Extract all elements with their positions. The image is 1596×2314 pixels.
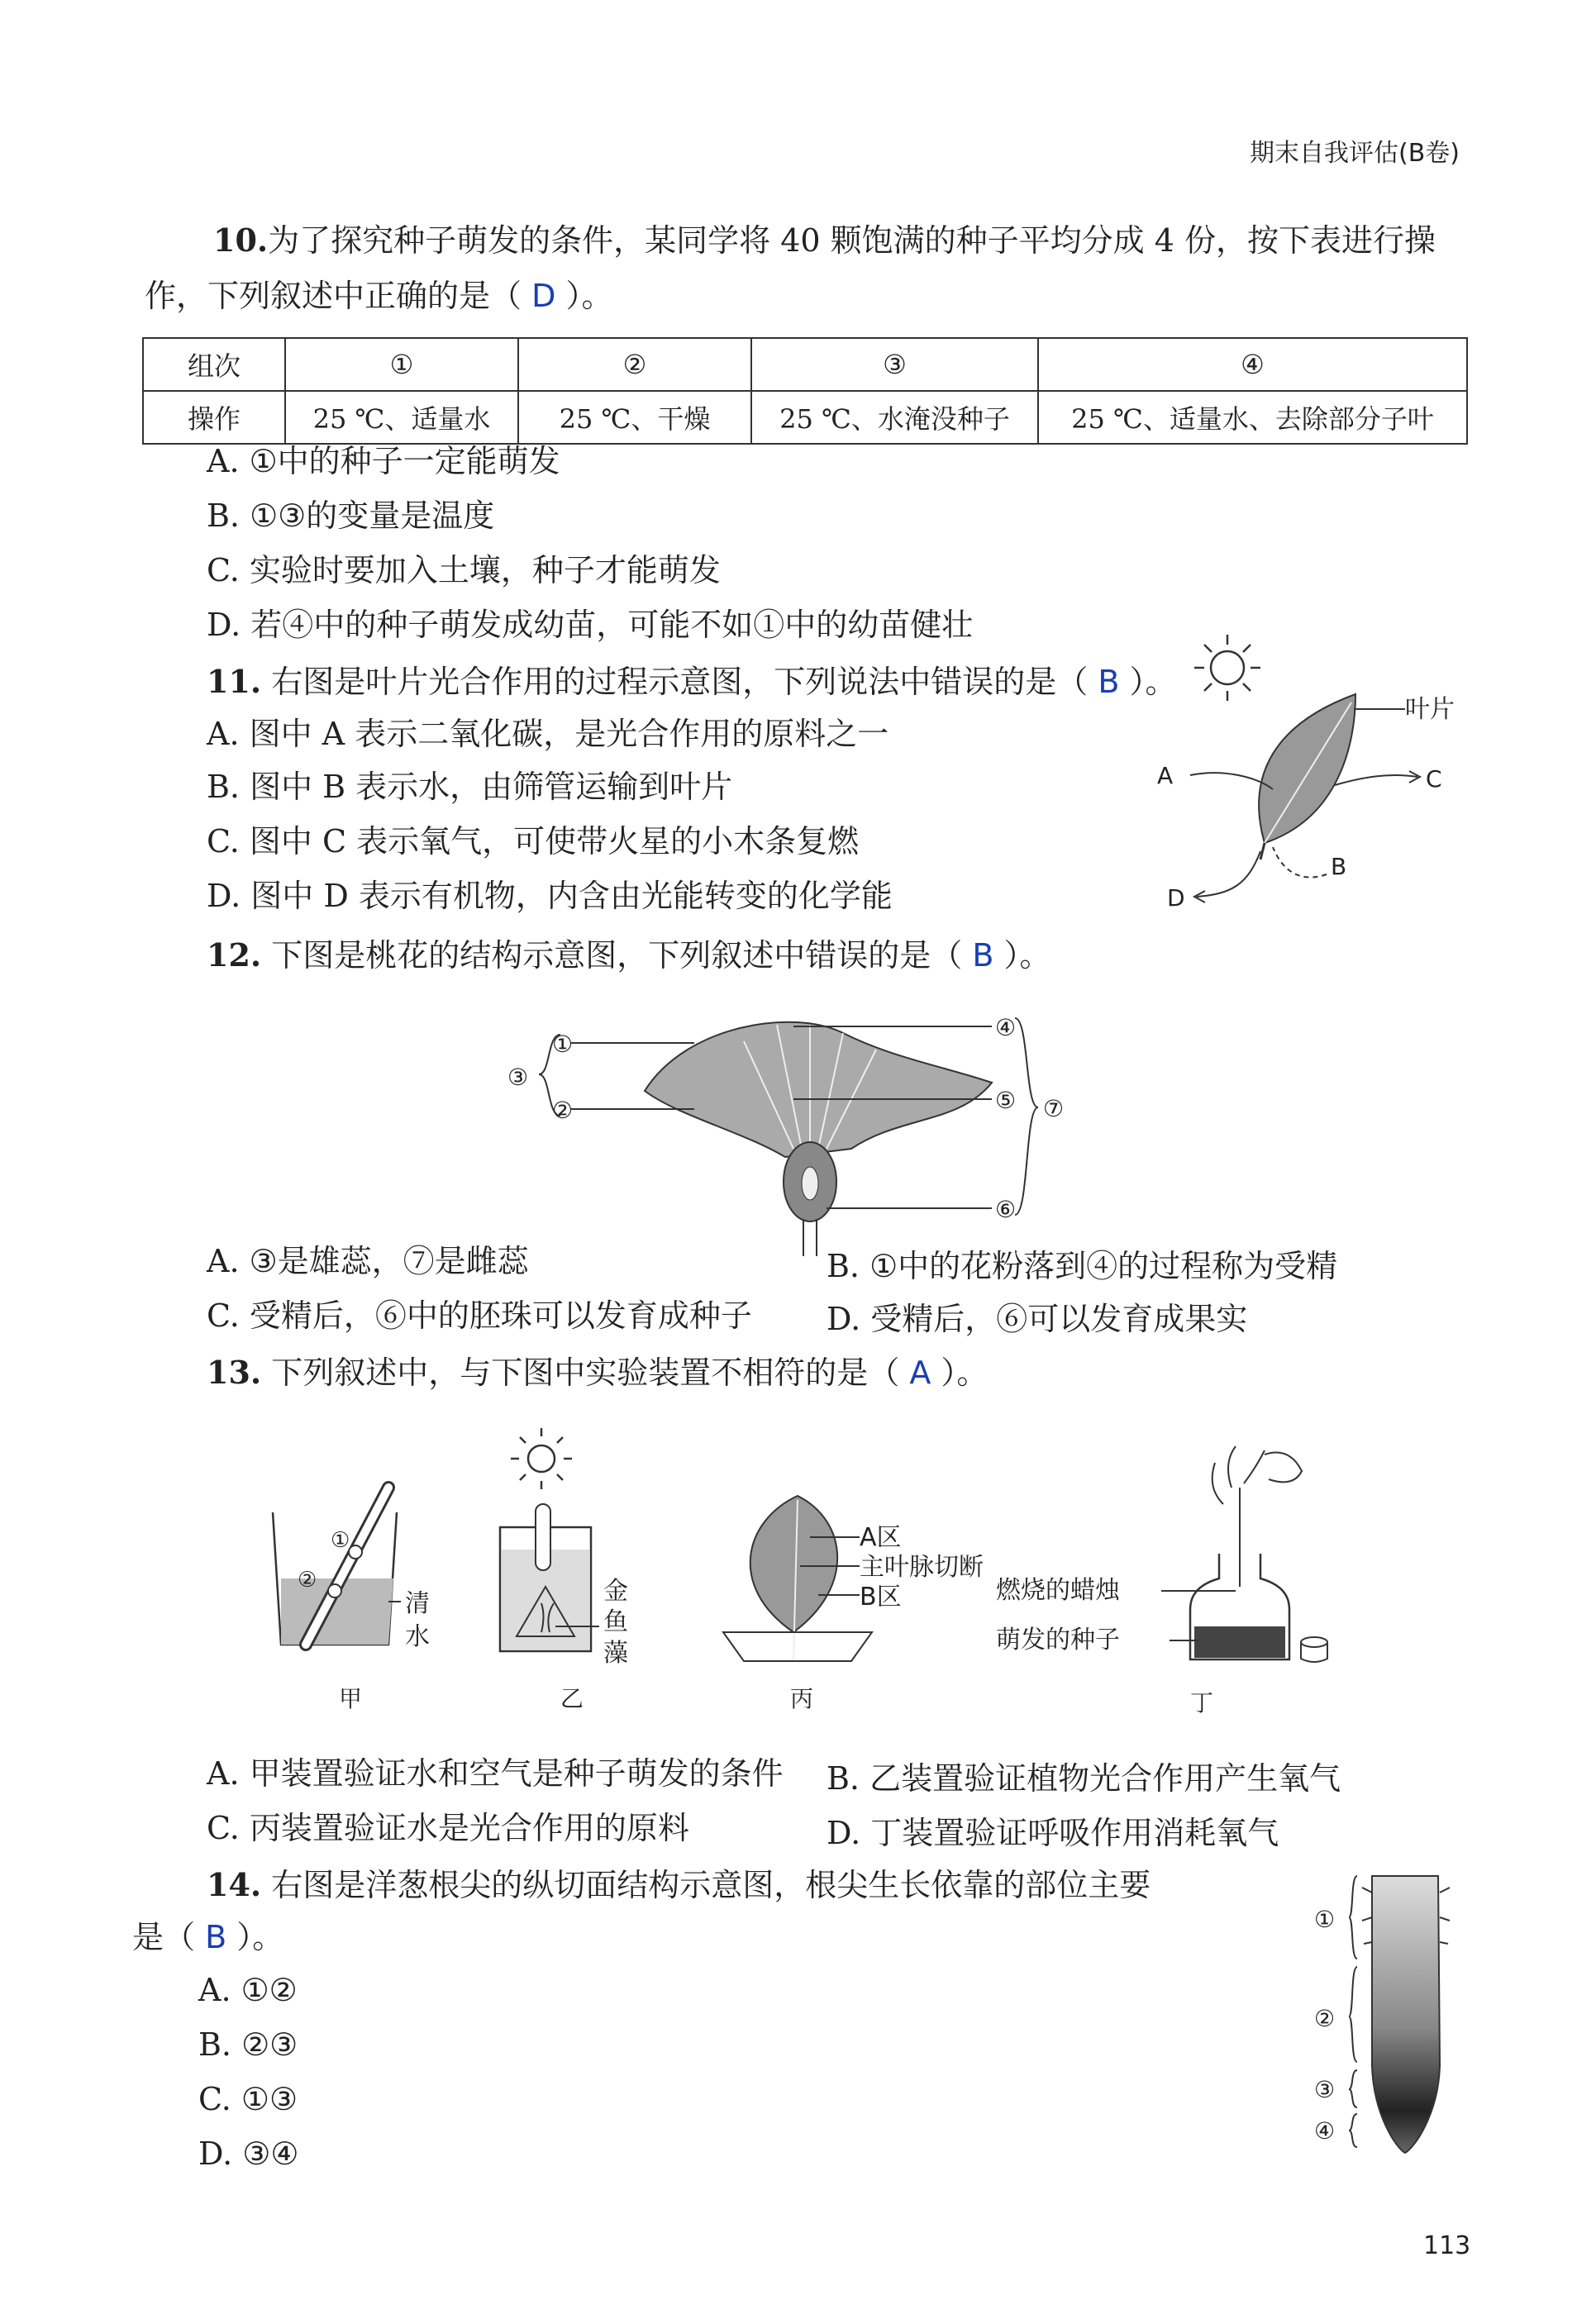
alga-label-2: 鱼 [603,1607,628,1636]
q14-option-d: D. ③④ [198,2135,299,2172]
q10-stem-line2: 作，下列叙述中正确的是（ D ）。 [145,278,613,314]
q12-flower-diagram [496,992,1108,1256]
q13-apparatus-diagram [248,1421,1347,1727]
root-label-2: ② [1314,2005,1336,2032]
q11-option-b: B. 图中 B 表示水，由筛管运输到叶片 [207,769,733,805]
q12-option-d: D. 受精后，⑥可以发育成果实 [827,1301,1248,1337]
table-cell: ③ [751,338,1038,391]
q12-answer: B [972,937,994,974]
q10-number: 10. [213,221,269,259]
label-jia: 甲 [339,1685,363,1712]
beaker-jia [273,1488,430,1712]
q10-stem-line1 [213,221,1436,260]
table-cell: ② [518,338,751,391]
q12-option-b: B. ①中的花粉落到④的过程称为受精 [827,1248,1338,1284]
label-yi: 乙 [560,1685,584,1712]
q13-option-d: D. 丁装置验证呼吸作用消耗氧气 [827,1815,1279,1851]
q14-number: 14. [207,1866,262,1903]
q13-option-c: C. 丙装置验证水是光合作用的原料 [207,1810,689,1846]
q14-option-c: C. ①③ [198,2081,298,2117]
q14-answer: B [205,1919,227,1955]
label-c: C [1426,765,1442,793]
flower-petals [645,1022,992,1157]
q10-option-b: B. ①③的变量是温度 [207,498,495,534]
q12-stem: 12. 下图是桃花的结构示意图，下列叙述中错误的是（ B ）。 [207,936,1051,974]
q14-root-tip-diagram [1298,1868,1479,2165]
table-cell: 操作 [143,391,285,444]
q14-stem-line2: 是（ B ）。 [132,1919,284,1955]
q11-answer: B [1098,664,1120,700]
table-row [143,338,1467,391]
q14-option-b: B. ②③ [198,2026,298,2063]
label-4: ④ [995,1014,1017,1041]
q10-option-d: D. 若④中的种子萌发成幼苗，可能不如①中的幼苗健壮 [207,607,974,643]
label-7: ⑦ [1043,1095,1065,1122]
alga-label-3: 藻 [603,1639,628,1668]
q10-option-a: A. ①中的种子一定能萌发 [207,443,560,479]
q13-number: 13. [207,1354,262,1391]
label-3: ③ [507,1064,529,1091]
q11-option-a: A. 图中 A 表示二氧化碳，是光合作用的原料之一 [207,716,889,752]
label-d: D [1167,884,1185,912]
label-ding: 丁 [1190,1689,1214,1716]
table-cell: ④ [1038,338,1467,391]
root-tip-shape [1372,1876,1440,2153]
q12-option-c: C. 受精后，⑥中的胚珠可以发育成种子 [207,1297,752,1334]
label-2: ② [552,1097,574,1124]
q13-answer: A [909,1355,931,1391]
sun-icon [1194,635,1260,701]
root-label-4: ④ [1314,2117,1336,2145]
q10-table [142,337,1468,445]
q10-stem1: 为了探究种子萌发的条件，某同学将 40 颗饱满的种子平均分成 4 份，按下表进行操 [268,222,1436,259]
label-bing: 丙 [790,1685,814,1712]
apparatus-yi [500,1428,628,1712]
table-cell: ① [285,338,518,391]
label-1: ① [552,1031,574,1058]
q13-option-a: A. 甲装置验证水和空气是种子萌发的条件 [207,1755,784,1792]
table-cell: 25 ℃、适量水、去除部分子叶 [1038,391,1467,444]
q11-stem: 11. 右图是叶片光合作用的过程示意图，下列说法中错误的是（ B ）。 [207,663,1177,700]
label-b: B [1331,853,1347,880]
vein-cut-label: 主叶脉切断 [860,1553,984,1582]
apparatus-bing [723,1496,984,1712]
q11-leaf-diagram [1157,612,1488,926]
label-a: A [1157,762,1174,789]
circle-1-label: ① [331,1528,350,1553]
table-row [143,391,1467,444]
q10-answer: D [531,278,556,314]
leaf-label: 叶片 [1405,695,1455,724]
q12-number: 12. [207,936,262,974]
alga-label-1: 金 [603,1577,628,1606]
label-6: ⑥ [995,1196,1017,1223]
page-header: 期末自我评估(B卷) [1250,139,1460,168]
circle-2-label: ② [298,1568,317,1593]
q12-option-a: A. ③是雄蕊，⑦是雌蕊 [207,1243,529,1279]
page-number: 113 [1423,2231,1471,2260]
zone-b-label: B区 [860,1583,902,1612]
water-label-2: 水 [405,1622,430,1651]
q14-stem-line1: 14. 右图是洋葱根尖的纵切面结构示意图，根尖生长依靠的部位主要 [207,1866,1151,1903]
label-5: ⑤ [995,1087,1017,1114]
seeds-label: 萌发的种子 [996,1626,1120,1655]
q14-option-a: A. ①② [198,1972,298,2008]
q13-option-b: B. 乙装置验证植物光合作用产生氧气 [827,1760,1341,1797]
q11-number: 11. [207,663,262,700]
candle-label: 燃烧的蜡烛 [996,1576,1120,1605]
table-cell: 组次 [143,338,285,391]
table-cell: 25 ℃、干燥 [518,391,751,444]
q10-option-c: C. 实验时要加入土壤，种子才能萌发 [207,552,721,588]
water-label-1: 清 [405,1589,430,1618]
apparatus-ding [996,1446,1327,1716]
q13-stem: 13. 下列叙述中，与下图中实验装置不相符的是（ A ）。 [207,1354,989,1391]
zone-a-label: A区 [860,1523,902,1552]
table-cell: 25 ℃、适量水 [285,391,518,444]
root-label-1: ① [1314,1906,1336,1933]
q11-option-d: D. 图中 D 表示有机物，内含由光能转变的化学能 [207,878,893,914]
leaf-shape [1259,694,1355,843]
table-cell: 25 ℃、水淹没种子 [751,391,1038,444]
q11-option-c: C. 图中 C 表示氧气，可使带火星的小木条复燃 [207,823,860,859]
root-label-3: ③ [1314,2076,1336,2103]
